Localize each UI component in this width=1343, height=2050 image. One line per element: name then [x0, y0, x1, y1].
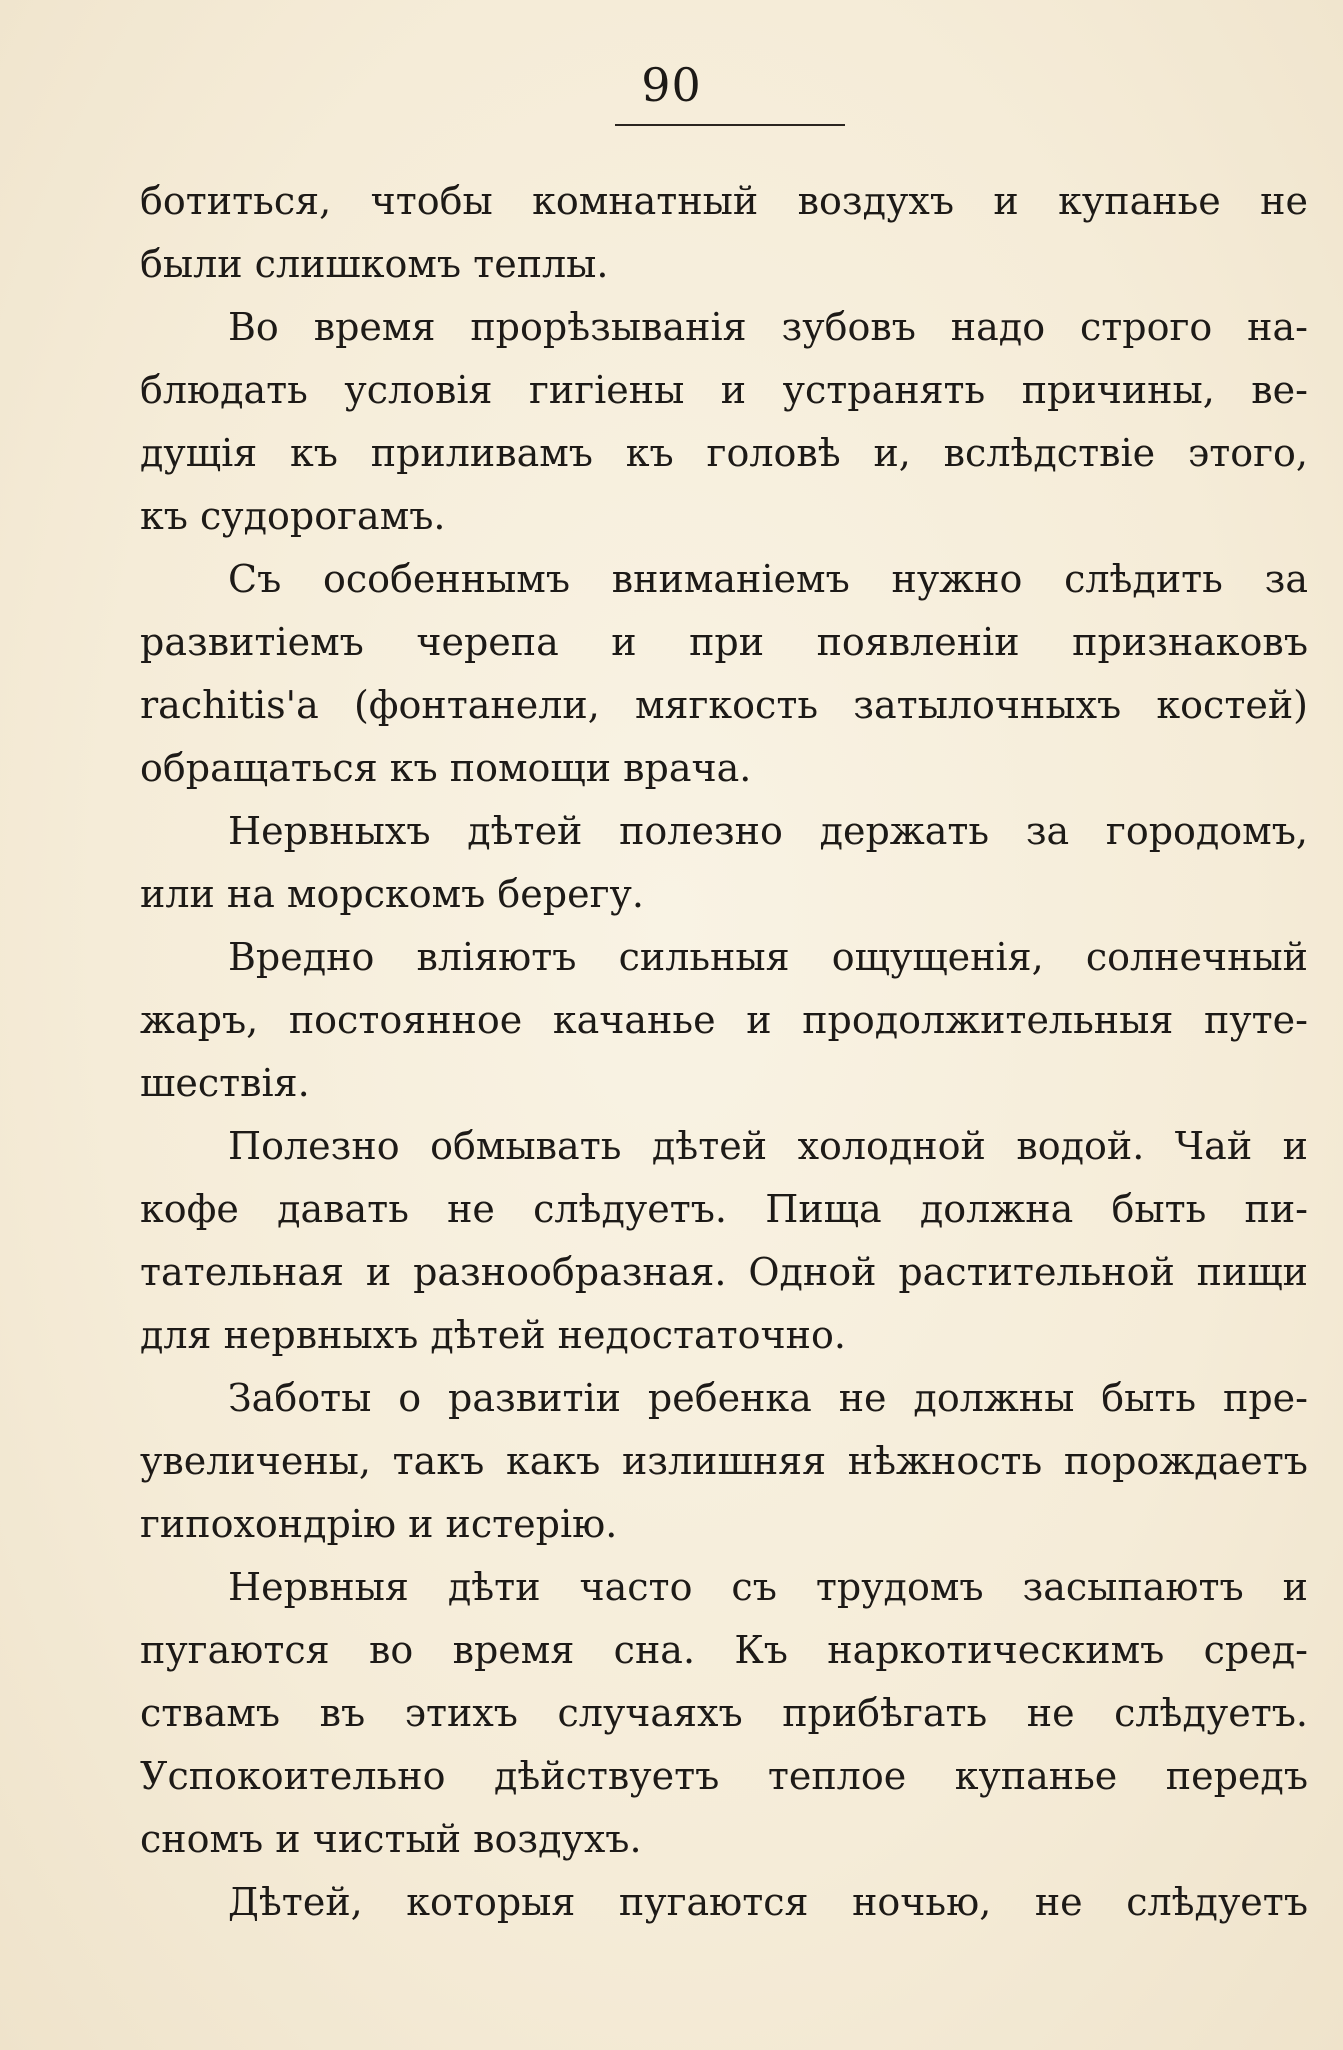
- page-number: 90: [641, 58, 702, 112]
- text-line: шествія.: [140, 1061, 310, 1105]
- text-line: Нервныя дѣти часто съ трудомъ засыпаютъ и: [228, 1565, 1308, 1609]
- text-line: блюдать условія гигіены и устранять причины, ве-: [140, 368, 1308, 412]
- text-line: для нервныхъ дѣтей недостаточно.: [140, 1313, 846, 1357]
- text-line: тательная и разнообразная. Одной растительной пищи: [140, 1250, 1308, 1294]
- body-text: [140, 170, 1308, 1934]
- text-line: Полезно обмывать дѣтей холодной водой. Чай и: [228, 1124, 1308, 1168]
- text-line: пугаются во время сна. Къ наркотическимъ сред-: [140, 1628, 1308, 1672]
- text-line: развитіемъ черепа и при появленіи признаковъ: [140, 620, 1308, 664]
- text-line: дущія къ приливамъ къ головѣ и, вслѣдствіе этого,: [140, 431, 1308, 475]
- text-line: Заботы о развитіи ребенка не должны быть пре-: [228, 1376, 1308, 1420]
- text-line: Во время прорѣзыванія зубовъ надо строго на-: [228, 305, 1308, 349]
- header-rule: [615, 124, 845, 126]
- text-line: Успокоительно дѣйствуетъ теплое купанье передъ: [140, 1754, 1308, 1798]
- text-line: жаръ, постоянное качанье и продолжительныя путе-: [140, 998, 1308, 1042]
- text-line: сномъ и чистый воздухъ.: [140, 1817, 642, 1861]
- text-line: ботиться, чтобы комнатный воздухъ и купанье не: [140, 179, 1308, 223]
- text-line: rachitis'a (фонтанели, мягкость затылочныхъ костей): [140, 683, 1308, 727]
- text-line: или на морскомъ берегу.: [140, 872, 644, 916]
- text-line: Нервныхъ дѣтей полезно держать за городомъ,: [228, 809, 1308, 853]
- text-line: Вредно вліяютъ сильныя ощущенія, солнечный: [228, 935, 1308, 979]
- text-line: гипохондрію и истерію.: [140, 1502, 618, 1546]
- text-line: Дѣтей, которыя пугаются ночью, не слѣдуетъ: [228, 1880, 1308, 1924]
- text-line: были слишкомъ теплы.: [140, 242, 609, 286]
- text-line: обращаться къ помощи врача.: [140, 746, 752, 790]
- text-line: кофе давать не слѣдуетъ. Пища должна быть пи-: [140, 1187, 1308, 1231]
- text-line: ствамъ въ этихъ случаяхъ прибѣгать не слѣдуетъ.: [140, 1691, 1308, 1735]
- text-line: къ судорогамъ.: [140, 494, 446, 538]
- text-line: Съ особеннымъ вниманіемъ нужно слѣдить за: [228, 557, 1308, 601]
- text-line: увеличены, такъ какъ излишняя нѣжность порождаетъ: [140, 1439, 1308, 1483]
